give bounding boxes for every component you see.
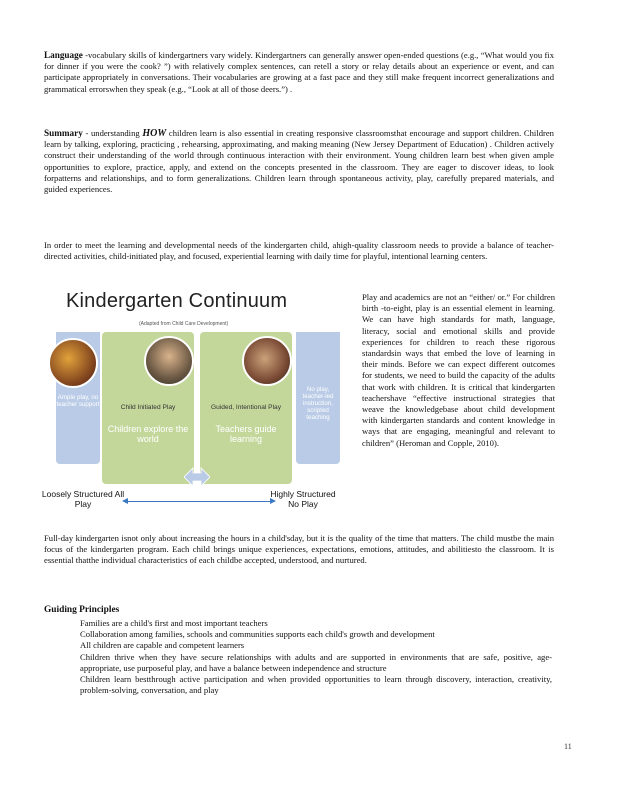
figure-subtitle: (Adapted from Child Care Development) xyxy=(139,321,229,327)
list-item xyxy=(62,674,552,696)
column-text: No play, teacher-led instruction, scripted teaching xyxy=(302,386,334,421)
list-item-text: Collaboration among families, schools and communities supports each child's growth and development xyxy=(80,629,435,640)
arrow-left-icon xyxy=(122,498,128,504)
guiding-principles-list xyxy=(62,618,552,696)
axis-label-structured: Highly Structured No Play xyxy=(270,489,336,509)
continuum-axis-line xyxy=(126,501,272,502)
column-heading: Guided, Intentional Play xyxy=(210,404,281,411)
column-main-text: Teachers guide learning xyxy=(215,424,277,444)
column-main-text: Children explore the world xyxy=(107,424,189,444)
summary-heading: Summary xyxy=(44,128,83,138)
full-day-paragraph: Full-day kindergarten isnot only about increasing the hours in a child'sday, but it is the quality of the time that matters. The child mustbe the main focus of the kindergarten program. Each child brings unique experiences, expectations, emotions, attitudes, and abilitiesto the classroom. It is essential thatthe individual characteristics of each childbe accepted, understood, and nurtured. xyxy=(44,533,554,566)
summary-emphasis: HOW xyxy=(142,128,167,139)
play-academics-paragraph: Play and academics are not an “either/ or.” For children birth -to-eight, play is an essential element in learning. We can have high standards for math, language, literacy, social and emotional skills and provide experiences for children to reach these rigorous standardsin ways that embed the love of learning in their minds. Before we can expect different outcomes for students, we need to build the capacity of the adults that work with children. It is critical that kindergarten teachershave “effective instructional strategies that weave the knowledgebase about child development with kindergarten standards and content knowledge in ways that are engaging, meaningful and relevant to children” (Heroman and Copple, 2010). xyxy=(362,292,555,448)
summary-text: children learn is also essential in creating responsive classroomsthat encourage and support children. Children learn by talking, exploring, practicing , rehearsing, approximating, and making meaning (New Jersey Department of Education) . Children actively construct their understanding of the world through continuous interaction with their environment. Young children learn best when given ample opportunities to explore, practice, apply, and extend on the concepts presented in the classroom. They are eager to discover ideas, to look forpatterns and relationships, and to form generalizations. Children learn through spontaneous activity, play, carefully prepared materials, and guided experiences. xyxy=(44,128,554,195)
list-item-text: Children learn bestthrough active participation and when provided opportunities to learn through discovery, interaction, creativity, problem-solving, conversation, and play xyxy=(80,674,552,696)
continuum-column-no-play xyxy=(296,332,340,464)
axis-label-loose: Loosely Structured All Play xyxy=(41,489,125,509)
summary-intro: - understanding xyxy=(85,128,140,138)
list-item xyxy=(62,652,552,674)
column-text: Ample play, no teacher support xyxy=(56,394,100,408)
column-heading: Child Initiated Play xyxy=(120,404,176,411)
language-paragraph xyxy=(44,50,554,95)
photo-teacher-guiding-image xyxy=(242,336,292,386)
bidirectional-arrow-icon xyxy=(184,466,210,488)
list-item-text: Children thrive when they have secure relationships with adults and are supported in environments that are safe, positive, age-appropriate, use purposeful play, and have a balance between independence and structure xyxy=(80,651,552,673)
guiding-principles-heading: Guiding Principles xyxy=(44,605,120,615)
language-heading: Language xyxy=(44,50,83,60)
list-item xyxy=(62,629,552,640)
kindergarten-continuum-figure xyxy=(41,288,354,516)
list-item-text: Families are a child's first and most important teachers xyxy=(80,618,268,628)
summary-paragraph xyxy=(44,128,554,195)
language-text: -vocabulary skills of kindergartners vary widely. Kindergartners can generally answer open-ended questions (e.g., “What would you fix for dinner if you were the cook? ”) with relatively complex sentences, can retell a story or relay details about an experience or event, and can participate appropriately in conversations. Their vocabularies are growing at a fast pace and they still make frequent incorrect generalizations and grammatical errorswhen they speak (e.g., “Look at all of those deers.”) . xyxy=(44,50,554,94)
photo-children-exploring-image xyxy=(144,336,194,386)
figure-title: Kindergarten Continuum xyxy=(66,290,288,312)
in-order-paragraph: In order to meet the learning and developmental needs of the kindergarten child, ahigh-quality classroom needs to provide a balance of teacher-directed activities, child-initiated play, and focused, experiential learning with daily time for playful, intentional learning centers. xyxy=(44,240,554,262)
list-item-text: All children are capable and competent learners xyxy=(80,640,245,651)
arrow-right-icon xyxy=(270,498,276,504)
photo-classroom-image xyxy=(48,338,98,388)
list-item xyxy=(62,640,552,651)
list-item xyxy=(62,618,552,629)
page-number: 11 xyxy=(564,742,572,751)
